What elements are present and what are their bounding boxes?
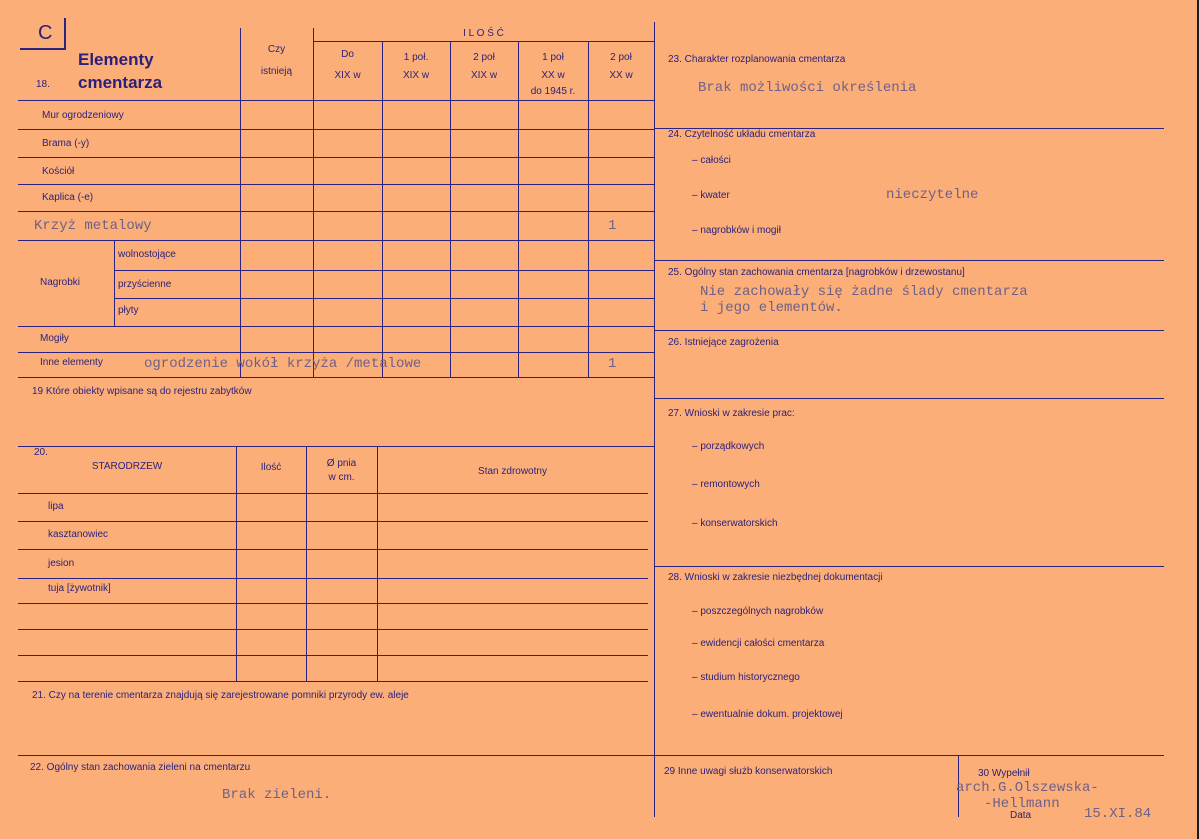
rule (654, 330, 1164, 331)
s27-item-porzadkowych: – porządkowych (692, 441, 765, 452)
row-brama: Brama (-y) (42, 138, 90, 149)
s24-title: 24. Czytelność układu cmentarza (668, 129, 816, 140)
typed-charakter: Brak możliwości określenia (698, 80, 917, 96)
s28-item-ewidencji: – ewidencji całości cmentarza (692, 638, 825, 649)
rule (236, 446, 237, 681)
typed-wypelnil-line2: -Hellmann (984, 796, 1060, 812)
period-4-line1: 1 poł (542, 52, 564, 63)
s25-label: 25. Ogólny stan zachowania cmentarza [nagrobków i drzewostanu] (668, 267, 965, 278)
rule (18, 603, 648, 604)
typed-stan-line2: i jego elementów. (700, 300, 843, 316)
period-1-line2: XIX w (334, 70, 361, 81)
period-2-line1: 1 poł. (403, 52, 429, 63)
section-letter: C (38, 22, 53, 44)
s30-title: 30 Wypełnił (978, 768, 1030, 779)
rule (18, 493, 648, 494)
s26-label: 26. Istniejące zagrożenia (668, 337, 779, 348)
rule (18, 100, 654, 101)
rule (18, 629, 648, 630)
typed-krzyz-count: 1 (608, 218, 617, 234)
rule (313, 41, 654, 42)
rule (114, 270, 654, 271)
nagrobki-plyty: płyty (118, 305, 139, 316)
section-number-18: 18. (36, 79, 50, 90)
s24-item-nagrobkow: – nagrobków i mogił (692, 225, 781, 236)
col-exist-line2: istnieją (260, 66, 293, 77)
typed-stan-line1: Nie zachowały się żadne ślady cmentarza (700, 284, 1028, 300)
row-kosciol: Kościół (42, 166, 75, 177)
rule (382, 41, 383, 377)
period-4-line3: do 1945 r. (530, 86, 576, 97)
rule (450, 41, 451, 377)
s20-pien-line2: w cm. (328, 472, 355, 483)
row-mur: Mur ogrodzeniowy (42, 110, 124, 121)
tree-tuja: tuja [żywotnik] (48, 583, 111, 594)
s27-title: 27. Wnioski w zakresie prac: (668, 408, 795, 419)
typed-inne: ogrodzenie wokół krzyża /metalowe (144, 356, 422, 372)
row-inne: Inne elementy (40, 357, 103, 368)
s20-pien-line1: Ø pnia (326, 458, 357, 469)
s28-title: 28. Wnioski w zakresie niezbędnej dokumentacji (668, 572, 883, 583)
period-3-line2: XIX w (470, 70, 498, 81)
title-line1: Elementy (78, 50, 154, 69)
typed-kwater: nieczytelne (886, 187, 979, 203)
s20-ilosc: Ilość (260, 462, 282, 473)
s20-stan: Stan zdrowotny (478, 466, 547, 477)
period-5-line1: 2 poł (610, 52, 632, 63)
period-1-line1: Do (341, 49, 354, 60)
typed-data: 15.XI.84 (1084, 806, 1152, 822)
s23-label: 23. Charakter rozplanowania cmentarza (668, 54, 846, 65)
rule (18, 521, 648, 522)
typed-wypelnil-line1: arch.G.Olszewska- (956, 780, 1099, 796)
rule (654, 398, 1164, 399)
ilosc-header: I L O Ś Ć (463, 28, 504, 39)
rule (240, 28, 241, 377)
tree-jesion: jesion (48, 558, 75, 569)
row-kaplica: Kaplica (-e) (42, 192, 94, 203)
rule (654, 755, 1164, 756)
data-label: Data (1010, 810, 1032, 821)
rule (18, 446, 654, 447)
s27-item-remontowych: – remontowych (692, 479, 760, 490)
rule (18, 211, 654, 212)
rule (377, 446, 378, 681)
rule (588, 41, 589, 377)
period-3-line1: 2 poł (473, 52, 495, 63)
typed-zielen: Brak zieleni. (222, 787, 332, 803)
period-5-line2: XX w (609, 70, 633, 81)
tree-kasztanowiec: kasztanowiec (48, 529, 109, 540)
nagrobki-przyscienne: przyścienne (118, 279, 172, 290)
rule (18, 681, 648, 682)
rule (18, 184, 654, 185)
s20-title: STARODRZEW (91, 461, 163, 472)
typed-krzyz: Krzyż metalowy (34, 218, 152, 234)
rule (654, 566, 1164, 567)
s21-label: 21. Czy na terenie cmentarza znajdują się zarejestrowane pomniki przyrody ew. aleje (32, 690, 409, 701)
s28-item-nagrobkow: – poszczególnych nagrobków (692, 606, 824, 617)
rule (18, 157, 654, 158)
col-exist-line1: Czy (267, 44, 286, 55)
typed-inne-count: 1 (608, 356, 617, 372)
rule (18, 655, 648, 656)
s20-number: 20. (34, 447, 48, 458)
rule (18, 352, 654, 353)
s29-label: 29 Inne uwagi służb konserwatorskich (664, 766, 833, 777)
rule (18, 549, 648, 550)
s28-item-studium: – studium historycznego (692, 672, 800, 683)
s27-item-konserwatorskich: – konserwatorskich (692, 518, 778, 529)
rule (114, 298, 654, 299)
period-2-line2: XIX w (402, 70, 430, 81)
nagrobki-label: Nagrobki (40, 277, 81, 288)
rule (654, 260, 1164, 261)
middle-divider (654, 22, 655, 817)
tree-lipa: lipa (48, 501, 64, 512)
rule (18, 129, 654, 130)
rule (18, 578, 648, 579)
rule (18, 326, 654, 327)
period-4-line2: XX w (541, 70, 565, 81)
rule (114, 240, 115, 326)
s22-label: 22. Ogólny stan zachowania zieleni na cmentarzu (30, 762, 251, 773)
rule (18, 377, 654, 378)
s19-label: 19 Które obiekty wpisane są do rejestru zabytków (32, 386, 252, 397)
row-mogily: Mogiły (40, 333, 69, 344)
s24-item-calosci: – całości (692, 155, 731, 166)
s24-item-kwater: – kwater (692, 190, 730, 201)
rule (18, 755, 654, 756)
nagrobki-wolnostojace: wolnostojące (118, 249, 176, 260)
title-line2: cmentarza (78, 73, 163, 92)
s28-item-dokumentacji: – ewentualnie dokum. projektowej (692, 709, 843, 720)
